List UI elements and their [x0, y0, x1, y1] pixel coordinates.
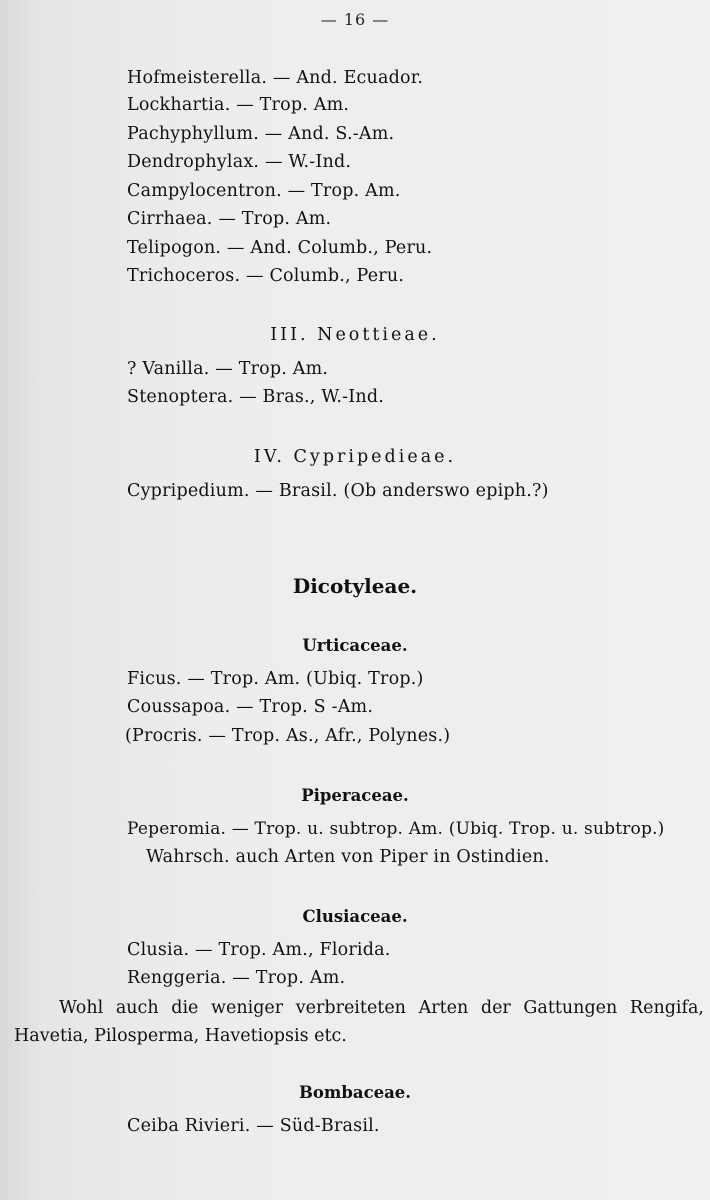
entry-line: Stenoptera. — Bras., W.-Ind.	[127, 387, 385, 407]
entry-line: Wahrsch. auch Arten von Piper in Ostindien.	[146, 847, 550, 867]
tribe-heading-cypripedieae: IV. Cypripedieae.	[253, 447, 457, 467]
entry-line: Ficus. — Trop. Am. (Ubiq. Trop.)	[127, 669, 424, 689]
entry-line: (Procris. — Trop. As., Afr., Polynes.)	[125, 726, 451, 746]
entry-line: Dendrophylax. — W.-Ind.	[127, 152, 352, 172]
entry-line: Cirrhaea. — Trop. Am.	[127, 209, 332, 229]
page-number: — 16 —	[320, 10, 390, 29]
family-heading-clusiaceae: Clusiaceae.	[302, 907, 408, 926]
entry-line: Trichoceros. — Columb., Peru.	[127, 266, 405, 286]
entry-line: Renggeria. — Trop. Am.	[127, 968, 346, 988]
tribe-heading-neottieae: III. Neottieae.	[270, 325, 440, 345]
note-paragraph: Wohl auch die weniger verbreiteten Arten der Gattungen Rengifa, Havetia, Pilosperma, Havetiopsis etc.	[14, 998, 704, 1046]
entry-line: Clusia. — Trop. Am., Florida.	[127, 940, 391, 960]
class-heading-dicotyleae: Dicotyleae.	[292, 574, 418, 598]
family-heading-bombaceae: Bombaceae.	[298, 1083, 412, 1102]
entry-line: Coussapoa. — Trop. S -Am.	[127, 697, 374, 717]
entry-line: Cypripedium. — Brasil. (Ob anderswo epiph.?)	[127, 481, 549, 501]
entry-line: Ceiba Rivieri. — Süd-Brasil.	[127, 1116, 380, 1136]
entry-line: Pachyphyllum. — And. S.-Am.	[127, 124, 395, 144]
entry-line: Lockhartia. — Trop. Am.	[127, 95, 350, 115]
family-heading-piperaceae: Piperaceae.	[301, 786, 409, 805]
entry-line: Hofmeisterella. — And. Ecuador.	[127, 68, 424, 88]
entry-line: Telipogon. — And. Columb., Peru.	[127, 238, 433, 258]
family-heading-urticaceae: Urticaceae.	[302, 636, 408, 655]
entry-line: ? Vanilla. — Trop. Am.	[127, 359, 329, 379]
entry-line: Peperomia. — Trop. u. subtrop. Am. (Ubiq. Trop. u. subtrop.)	[127, 819, 665, 839]
entry-line: Campylocentron. — Trop. Am.	[127, 181, 401, 201]
